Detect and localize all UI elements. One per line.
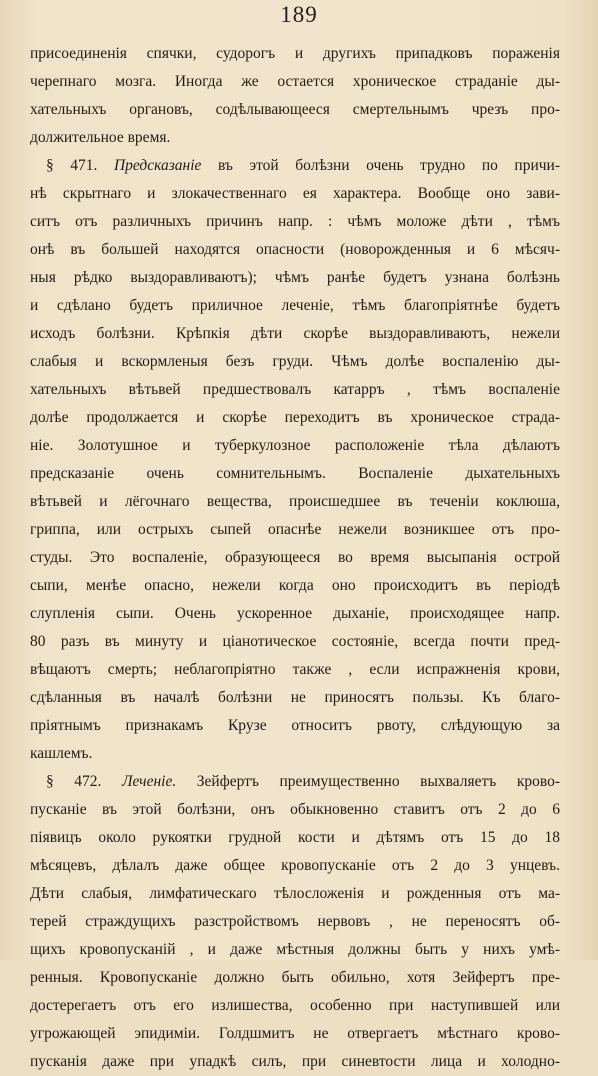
text-span: мѣсяцевъ, дѣлалъ даже общее кровопусканіе отъ 2 до 3 унцевъ. bbox=[30, 857, 560, 874]
text-line bbox=[30, 264, 560, 292]
text-span: щихъ кровопусканій , и даже мѣстныя должны быть у нихъ умѣ- bbox=[30, 941, 560, 958]
text-span: присоединенія спячки, судорогъ и другихъ припадковъ пораженія bbox=[30, 45, 560, 62]
text-line bbox=[30, 432, 560, 460]
text-line bbox=[30, 852, 560, 880]
text-span: угрожающей эпидиміи. Голдшмитъ не отвергаетъ мѣстнаго крово- bbox=[30, 1025, 560, 1042]
text-span: хательныхъ органовъ, содѣлывающееся смертельнымъ чрезъ про- bbox=[30, 101, 560, 118]
text-span: терей страждущихъ разстройствомъ нервовъ , не переносятъ об- bbox=[30, 913, 560, 930]
text-line bbox=[30, 600, 560, 628]
page-number: 189 bbox=[280, 2, 318, 27]
text-span: слабыя и вскормленыя безъ груди. Чѣмъ долѣе воспаленію ды- bbox=[30, 353, 560, 370]
text-span: сыпи, менѣе опасно, нежели когда оно происходитъ въ періодѣ bbox=[30, 577, 560, 594]
text-line bbox=[30, 180, 560, 208]
text-span: студы. Это воспаленіе, образующееся во время высыпанія острой bbox=[30, 549, 560, 566]
text-line bbox=[30, 40, 560, 68]
text-line bbox=[30, 124, 560, 152]
text-line bbox=[30, 96, 560, 124]
text-line bbox=[30, 320, 560, 348]
text-span: черепнаго мозга. Иногда же остается хроническое страданіе ды- bbox=[30, 73, 560, 90]
text-line bbox=[30, 1048, 560, 1076]
text-line bbox=[30, 460, 560, 488]
text-line bbox=[30, 684, 560, 712]
text-line bbox=[30, 656, 560, 684]
text-span: и сдѣлано будетъ приличное леченіе, тѣмъ благопріятнѣе будетъ bbox=[30, 297, 560, 314]
text-line bbox=[30, 880, 560, 908]
text-span: гриппа, или острыхъ сыпей опаснѣе нежели возникшее отъ про- bbox=[30, 521, 560, 538]
text-span: ныя рѣдко выздоравливаютъ); чѣмъ ранѣе будетъ узнана болѣзнь bbox=[30, 269, 560, 286]
text-line bbox=[30, 1020, 560, 1048]
text-line bbox=[30, 516, 560, 544]
text-line bbox=[30, 768, 560, 796]
text-span: достерегаетъ отъ его излишества, особенно при наступившей или bbox=[30, 997, 560, 1014]
text-span: 80 разъ въ минуту и ціанотическое состояніе, всегда почти пред- bbox=[30, 633, 560, 650]
text-span: кашлемъ. bbox=[30, 745, 93, 762]
italic-heading: Леченіе. bbox=[122, 773, 177, 790]
text-span: пріятнымъ признакамъ Крузе относитъ рвоту, слѣдующую за bbox=[30, 717, 560, 734]
text-line bbox=[30, 236, 560, 264]
italic-heading: Предсказаніе bbox=[113, 157, 202, 174]
text-span: слупленія сыпи. Очень ускоренное дыханіе, происходящее напр. bbox=[30, 605, 560, 622]
text-span: пусканія даже при упадкѣ силъ, при синевтости лица и холодно- bbox=[30, 1053, 560, 1070]
text-span: сдѣланныя въ началѣ болѣзни не приносятъ пользы. Къ благо- bbox=[30, 689, 560, 706]
text-span: ситъ отъ различныхъ причинъ напр. : чѣмъ моложе дѣти , тѣмъ bbox=[30, 213, 560, 230]
text-span: піявицъ около рукоятки грудной кости и дѣтямъ отъ 15 до 18 bbox=[30, 829, 560, 846]
body-text bbox=[30, 40, 560, 1076]
text-line bbox=[30, 488, 560, 516]
text-line bbox=[30, 908, 560, 936]
text-span: нѣ скрытнаго и злокачественнаго ея характера. Вообще оно зави- bbox=[30, 185, 560, 202]
text-span: Зейфертъ преимущественно выхваляетъ крово- bbox=[176, 773, 560, 790]
text-line bbox=[30, 824, 560, 852]
text-line bbox=[30, 964, 560, 992]
text-span: хательныхъ вѣтьвей предшествовалъ катарръ , тѣмъ воспаленіе bbox=[30, 381, 560, 398]
text-line bbox=[30, 740, 560, 768]
text-line bbox=[30, 544, 560, 572]
text-span: долѣе продолжается и скорѣе переходитъ въ хроническое страда- bbox=[30, 409, 560, 426]
text-line bbox=[30, 796, 560, 824]
text-line bbox=[30, 992, 560, 1020]
text-span: вѣтьвей и лёгочнаго вещества, происшедшее въ теченіи коклюша, bbox=[30, 493, 560, 510]
text-line bbox=[30, 348, 560, 376]
text-span: исходъ болѣзни. Крѣпкія дѣти скорѣе выздоравливаютъ, нежели bbox=[30, 325, 560, 342]
text-span: онѣ въ большей находятся опасности (новорожденныя и 6 мѣсяч- bbox=[30, 241, 560, 258]
text-line bbox=[30, 628, 560, 656]
text-span: § 472. bbox=[46, 773, 122, 790]
text-span: предсказаніе очень сомнительнымъ. Воспаленіе дыхательныхъ bbox=[30, 465, 560, 482]
text-span: должительное время. bbox=[30, 129, 171, 146]
text-line bbox=[30, 376, 560, 404]
text-line bbox=[30, 292, 560, 320]
text-span: Дѣти слабыя, лимфатическаго тѣлосложенія и рожденныя отъ ма- bbox=[30, 885, 560, 902]
text-span: пусканіе въ этой болѣзни, онъ обыкновенно ставитъ отъ 2 до 6 bbox=[30, 801, 560, 818]
text-span: § 471. bbox=[46, 157, 114, 174]
text-line bbox=[30, 208, 560, 236]
text-span: ніе. Золотушное и туберкулозное расположеніе тѣла дѣлаютъ bbox=[30, 437, 560, 454]
text-line bbox=[30, 68, 560, 96]
text-line bbox=[30, 712, 560, 740]
text-span: въ этой болѣзни очень трудно по причи- bbox=[201, 157, 560, 174]
text-line bbox=[30, 404, 560, 432]
text-line bbox=[30, 572, 560, 600]
text-span: ренныя. Кровопусканіе должно быть обильно, хотя Зейфертъ пре- bbox=[30, 969, 560, 986]
text-line bbox=[30, 152, 560, 180]
text-span: вѣщаютъ смерть; неблагопріятно также , если испражненія крови, bbox=[30, 661, 560, 678]
